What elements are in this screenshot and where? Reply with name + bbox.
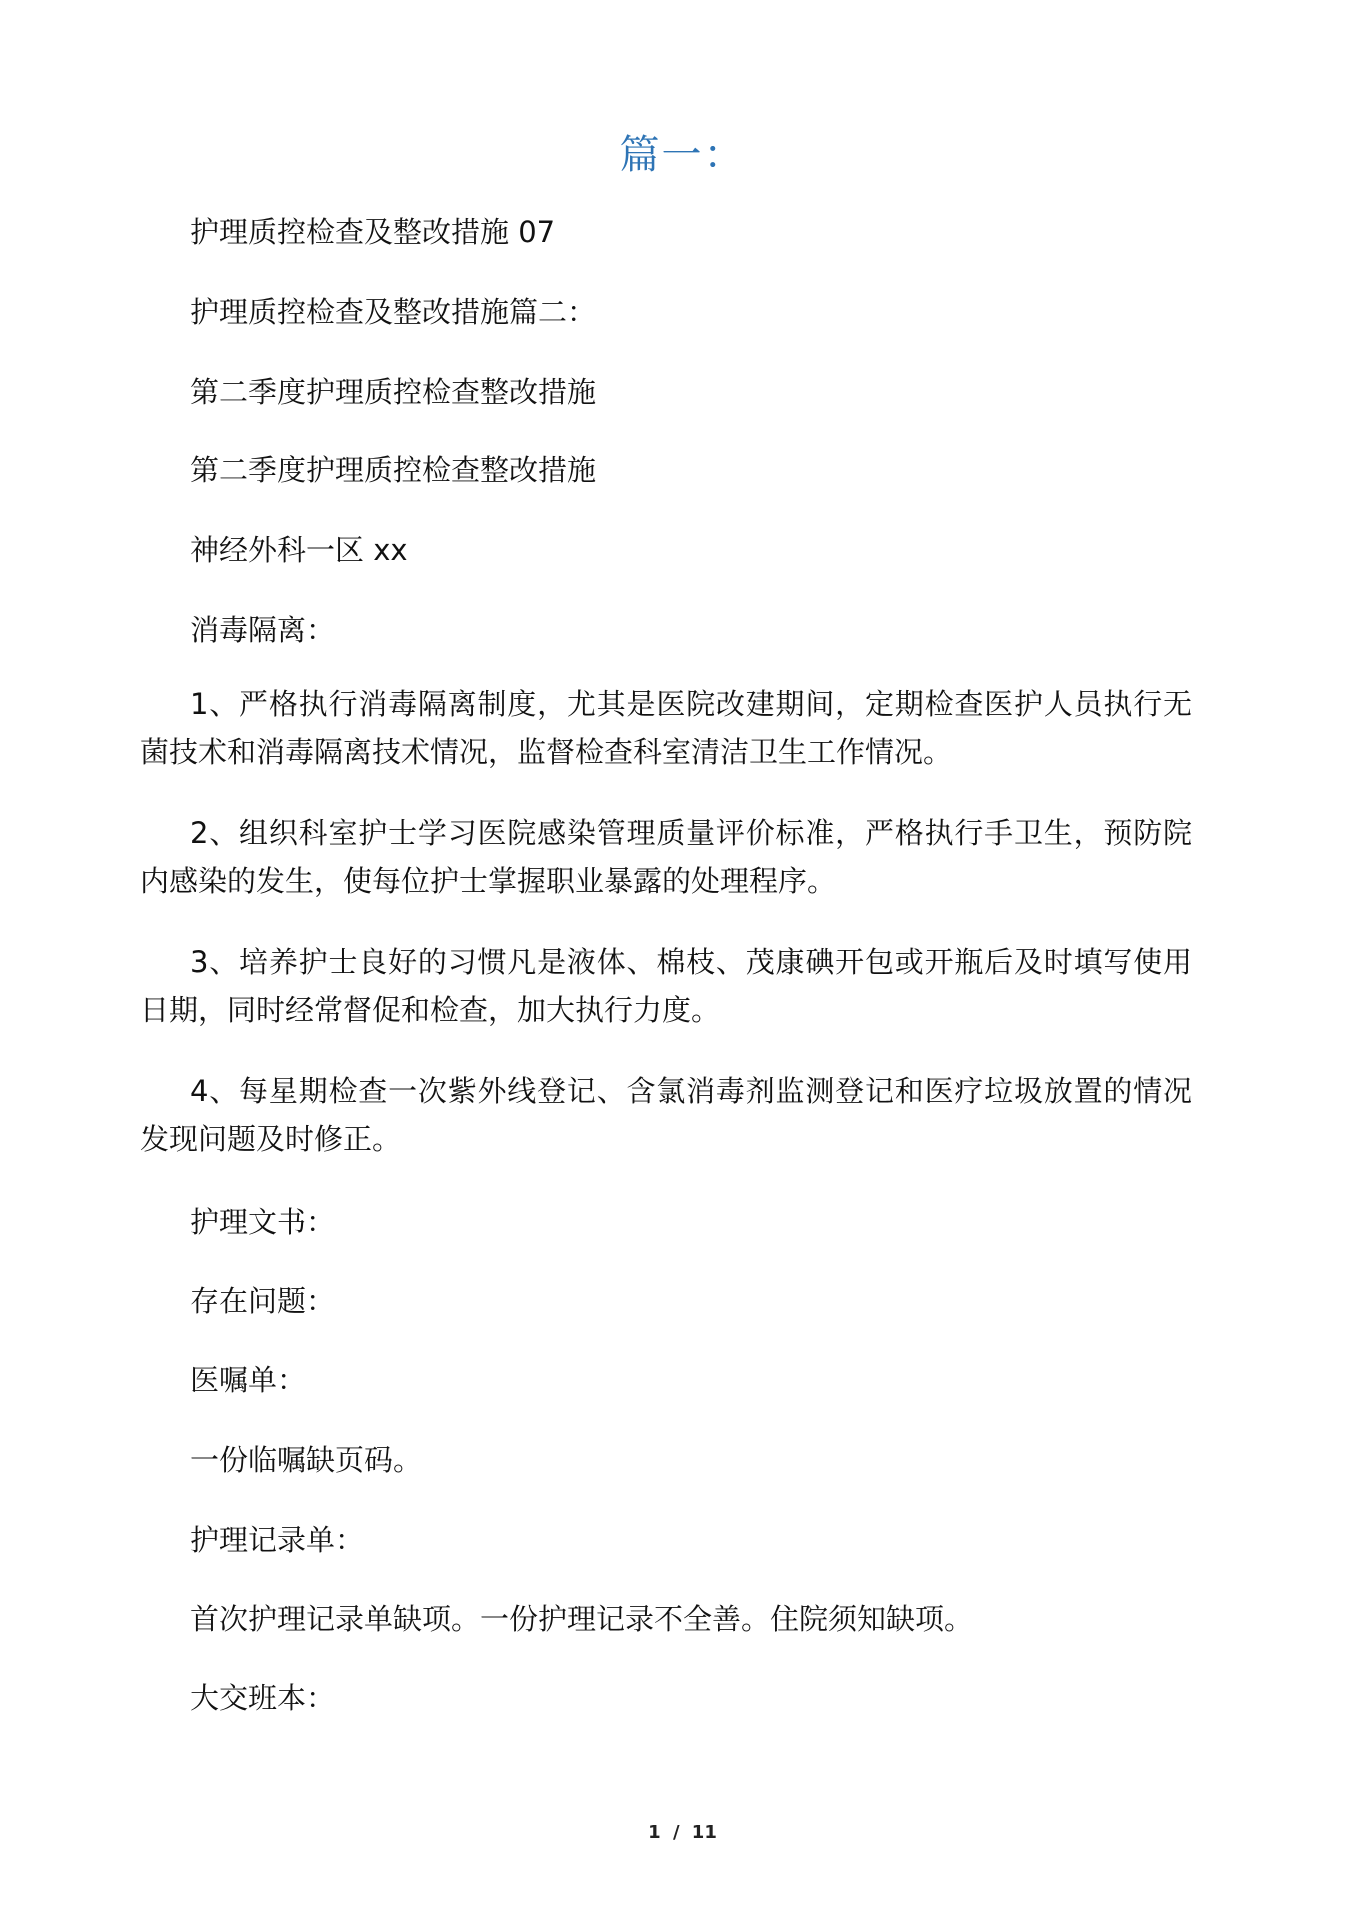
list-item-2: 2、组织科室护士学习医院感染管理质量评价标准，严格执行手卫生，预防院内感染的发生，使每位护士掌握职业暴露的处理程序。 (140, 816, 1192, 898)
section-label-medical-orders: 医嘱单： (190, 1363, 307, 1397)
list-item-1: 1、严格执行消毒隔离制度，尤其是医院改建期间，定期检查医护人员执行无菌技术和消毒隔离技术情况，监督检查科室清洁卫生工作情况。 (140, 687, 1192, 769)
section-label-nursing-documents: 护理文书： (190, 1205, 336, 1239)
section-heading: 篇一： (619, 132, 746, 178)
section-label-handover-book: 大交班本： (190, 1681, 336, 1715)
text-line-title-1: 护理质控检查及整改措施 07 (190, 215, 556, 249)
section-label-problems: 存在问题： (190, 1284, 336, 1318)
text-line-department: 神经外科一区 xx (190, 533, 408, 567)
text-line-record-issues: 首次护理记录单缺项。一份护理记录不全善。住院须知缺项。 (190, 1602, 974, 1636)
list-item-3: 3、培养护士良好的习惯凡是液体、棉枝、茂康碘开包或开瓶后及时填写使用日期，同时经常督促和检查，加大执行力度。 (140, 945, 1192, 1027)
text-line-subtitle-2: 第二季度护理质控检查整改措施 (190, 453, 597, 487)
section-label-disinfection: 消毒隔离： (190, 613, 336, 647)
text-line-order-issue: 一份临嘱缺页码。 (190, 1443, 423, 1477)
section-label-nursing-records: 护理记录单： (190, 1523, 365, 1557)
text-line-subtitle-1: 第二季度护理质控检查整改措施 (190, 375, 597, 409)
list-item-4: 4、每星期检查一次紫外线登记、含氯消毒剂监测登记和医疗垃圾放置的情况发现问题及时修正。 (140, 1074, 1192, 1156)
text-line-title-2: 护理质控检查及整改措施篇二： (190, 295, 597, 329)
page-number: 1 / 11 (648, 1822, 717, 1843)
